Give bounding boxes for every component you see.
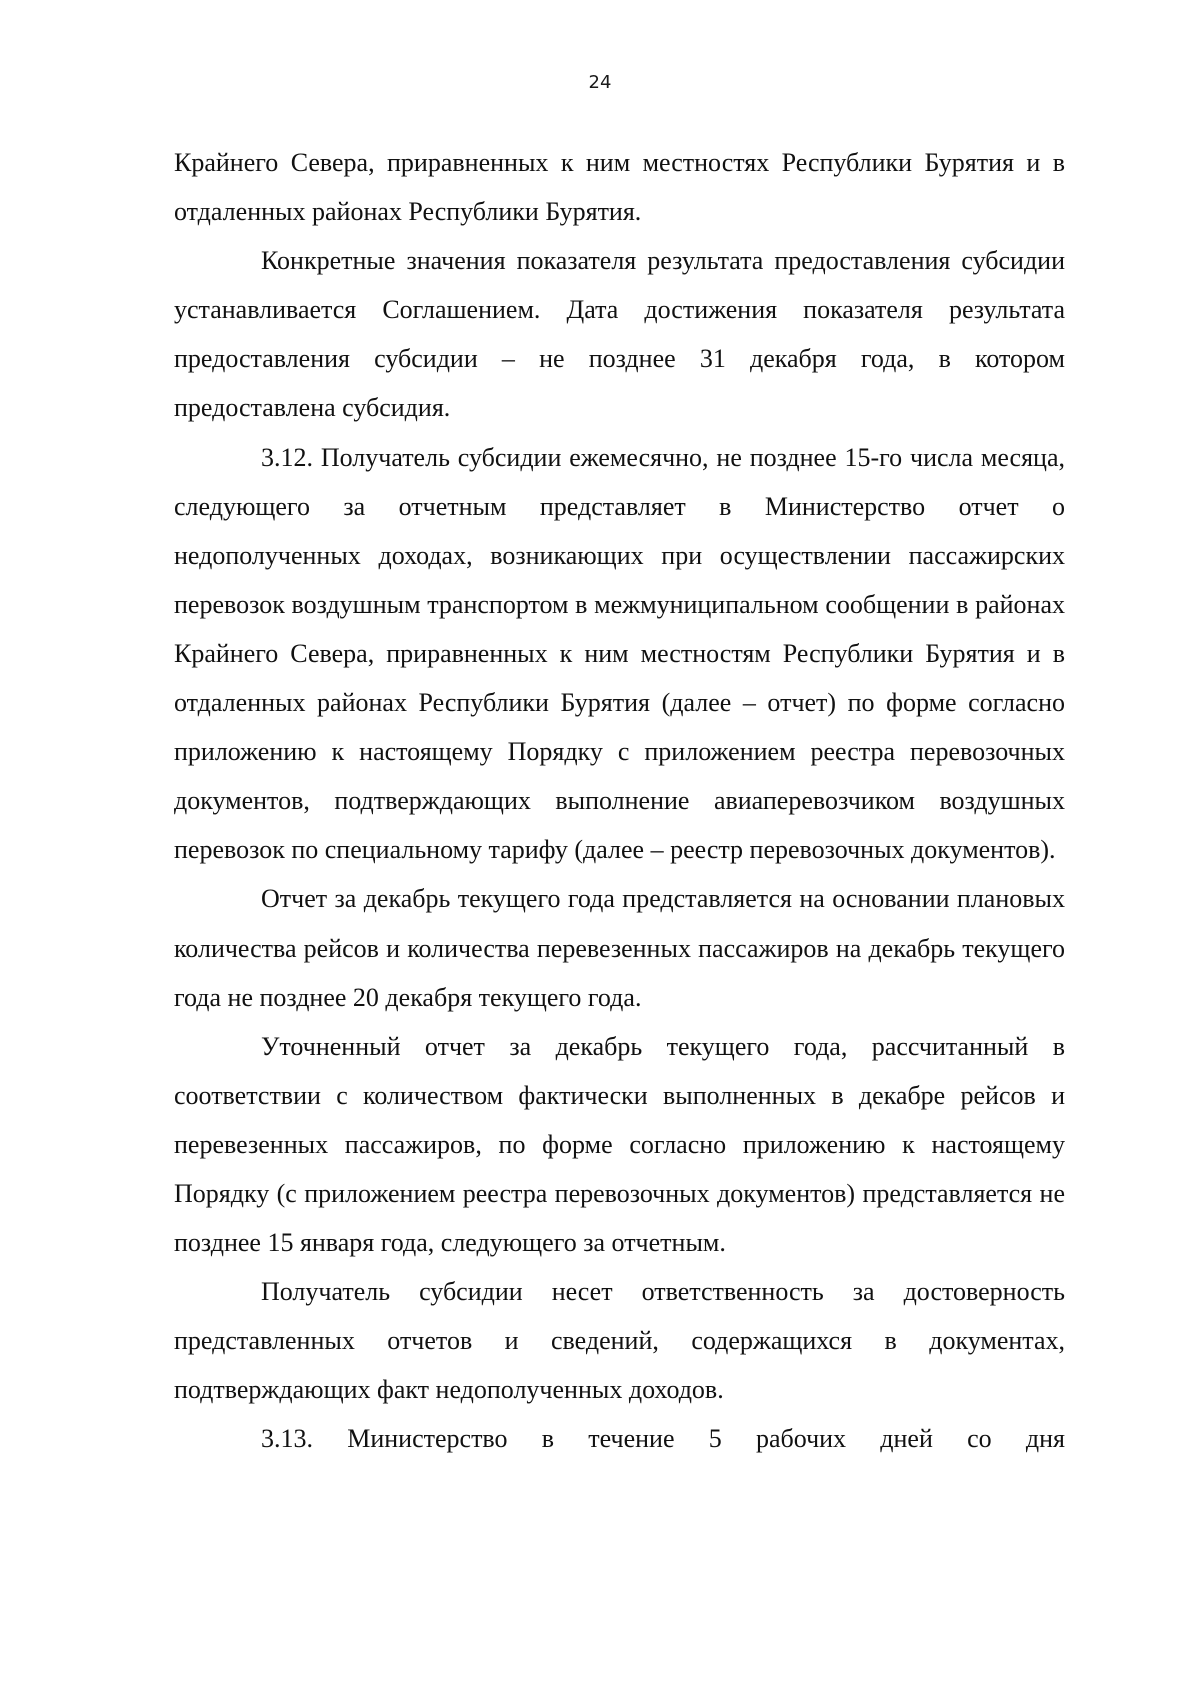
paragraph-continuation: Крайнего Севера, приравненных к ним местностях Республики Бурятия и в отдаленных районах Республики Бурятия. <box>174 148 1065 227</box>
paragraph-responsibility: Получатель субсидии несет ответственность за достоверность представленных отчетов и сведений, содержащихся в документах, подтверждающих факт недополученных доходов. <box>174 1277 1065 1405</box>
paragraph-december-report: Отчет за декабрь текущего года представляется на основании плановых количества рейсов и количества перевезенных пассажиров на декабрь текущего года не позднее 20 декабря текущего года. <box>174 884 1065 1012</box>
paragraph-indicator-values: Конкретные значения показателя результата предоставления субсидии устанавливается Соглашением. Дата достижения показателя результата предоставления субсидии – не позднее 31 декабря года, в котором предоставлена субсидия. <box>174 246 1065 423</box>
paragraph-3-12: 3.12. Получатель субсидии ежемесячно, не позднее 15-го числа месяца, следующего за отчетным представляет в Министерство отчет о недополученных доходах, возникающих при осуществлении пассажирских перевозок воздушным транспортом в межмуниципальном сообщении в районах Крайнего Севера, приравненных к ним местностям Республики Бурятия и в отдаленных районах Республики Бурятия (далее – отчет) по форме согласно приложению к настоящему Порядку с приложением реестра перевозочных документов, подтверждающих выполнение авиаперевозчиком воздушных перевозок по специальному тарифу (далее – реестр перевозочных документов). <box>174 442 1065 865</box>
paragraph-updated-report: Уточненный отчет за декабрь текущего года, рассчитанный в соответствии с количеством фактически выполненных в декабре рейсов и перевезенных пассажиров, по форме согласно приложению к настоящему Порядку (с приложением реестра перевозочных документов) представляется не позднее 15 января года, следующего за отчетным. <box>174 1031 1065 1258</box>
page-number: 24 <box>588 72 612 93</box>
paragraph-3-13: 3.13. Министерство в течение 5 рабочих дней со дня <box>261 1424 1065 1454</box>
document-body <box>174 138 1065 1464</box>
